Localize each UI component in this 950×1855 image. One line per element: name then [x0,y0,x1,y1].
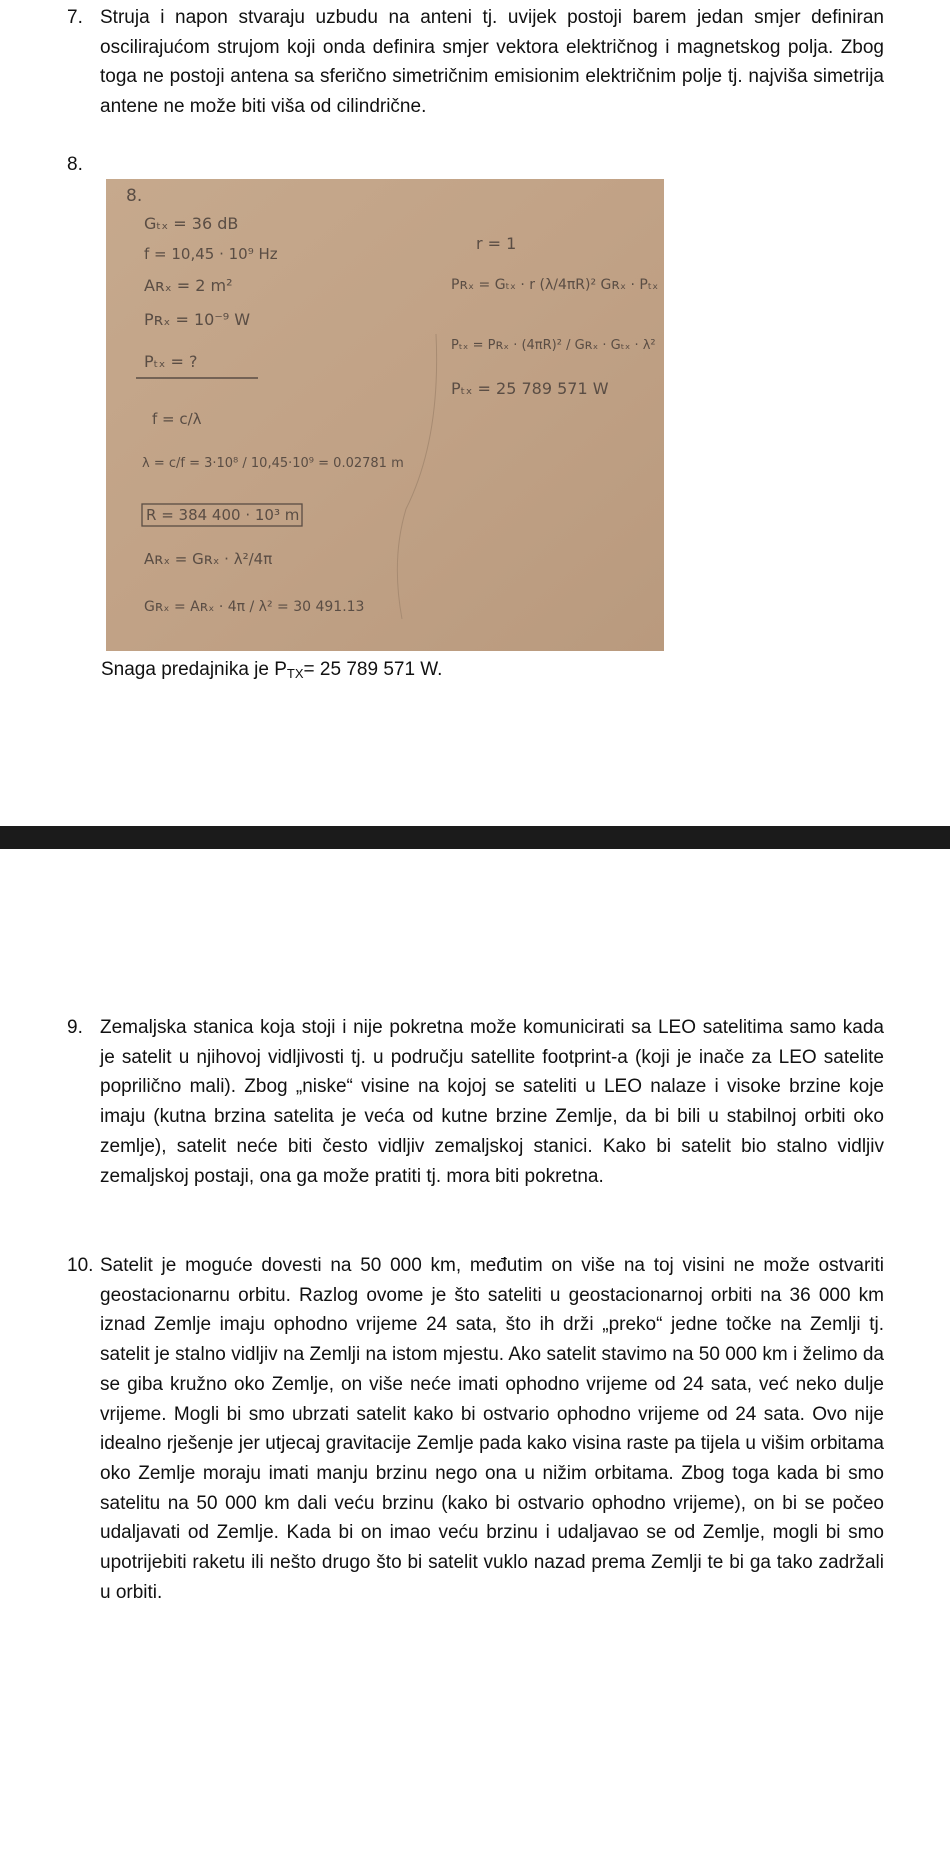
given-frequency: f = 10,45 · 10⁹ Hz [144,245,278,263]
item-7 [67,3,884,122]
aex-formula: Aʀₓ = Gʀₓ · λ²/4π [144,550,273,568]
lambda-calculation: λ = c/f = 3·10⁸ / 10,45·10⁹ = 0.02781 m [142,456,404,471]
photo-label: 8. [126,186,143,206]
given-arx: Aʀₓ = 2 m² [144,276,233,295]
item-7-text: Struja i napon stvaraju uzbudu na anteni tj. uvijek postoji barem jedan smjer definiran oscilirajućom strujom koji onda definira smjer vektora električnog i magnetskog polja. Zbog toga ne postoji antena sa sferično simetričnim emisionim električnim polje tj. najviša simetrija antene ne može biti viša od cilindrične. [100,7,884,118]
given-prx: Pʀₓ = 10⁻⁹ W [144,310,251,329]
item-10-text: Satelit je moguće dovesti na 50 000 km, međutim on više na toj visini ne može ostvariti geostacionarnu orbitu. Razlog ovome je što sateliti u geostacionarnoj orbiti na 36 000 km iznad Zemlje imaju ophodno vrijeme 24 sata, što ih drži „preko“ jedne točke na Zemlji tj. satelit je stalno vidljiv na Zemlji na istom mjestu. Ako satelit stavimo na 50 000 km i želimo da se giba kružno oko Zemlje, on više neće imati ophodno vrijeme od 24 sata, već neko dulje vrijeme. Mogli bi smo ubrzati satelit kako bi ostvario ophodno vrijeme od 24 sata. Ovo nije idealno rješenje jer utjecaj gravitacije Zemlje pada kako visina raste pa tijela u višim orbitama oko Zemlje moraju imati manju brzinu nego ona u nižim orbitama. Zbog toga kada bi smo satelitu na 50 000 km dali veću brzinu (kako bi ostvario ophodno vrijeme), on bi se počeo udaljavati od Zemlje. Kada bi on imao veću brzinu i udaljavao se od Zemlje, mogli bi smo upotrijebiti raketu ili nešto drugo što bi satelit vuklo nazad prema Zemlji te bi ga tako zadržali u orbiti. [100,1255,884,1603]
item-9-text: Zemaljska stanica koja stoji i nije pokretna može komunicirati sa LEO satelitima samo kada je satelit u njihovoj vidljivosti tj. u području satellite footprint-a (koji je inače za LEO satelite poprilično mali). Zbog „niske“ visine na kojoj se sateliti u LEO nalaze i visoke brzine koje imaju (kutna brzina satelita je veća od kutne brzine Zemlje, da bi bili u stabilnoj orbiti oko zemlje), satelit neće biti često vidljiv zemaljskoj stanici. Kako bi satelit bio stalno vidljiv zemaljskoj postaji, ona ga može pratiti tj. mora biti pokretna. [100,1017,884,1187]
caption-subscript: TX [286,666,304,681]
page-divider [0,826,950,849]
caption-value: = 25 789 571 W. [303,659,443,680]
ptx-formula: Pₜₓ = Pʀₓ · (4πR)² / Gʀₓ · Gₜₓ · λ² [451,338,656,353]
item-8-caption [101,655,442,688]
f-lambda-relation: f = c/λ [152,410,202,428]
grx-calculation: Gʀₓ = Aʀₓ · 4π / λ² = 30 491.13 [144,599,365,615]
item-9-number: 9. [67,1017,83,1038]
ptx-result: Pₜₓ = 25 789 571 W [451,379,609,398]
item-10-number: 10. [67,1255,94,1276]
item-7-number: 7. [67,7,83,28]
handwritten-solution-photo [106,179,664,651]
r-distance: R = 384 400 · 10³ m [146,506,300,524]
prx-formula: Pʀₓ = Gₜₓ · r (λ/4πR)² Gʀₓ · Pₜₓ [451,277,659,293]
item-9 [67,1013,884,1191]
item-10 [67,1251,884,1607]
item-8-number: 8. [67,154,83,175]
caption-prefix: Snaga predajnika je P [101,659,287,680]
r-equals-one: r = 1 [476,234,517,253]
given-ptx-unknown: Pₜₓ = ? [144,352,198,371]
given-gtx: Gₜₓ = 36 dB [144,214,239,233]
